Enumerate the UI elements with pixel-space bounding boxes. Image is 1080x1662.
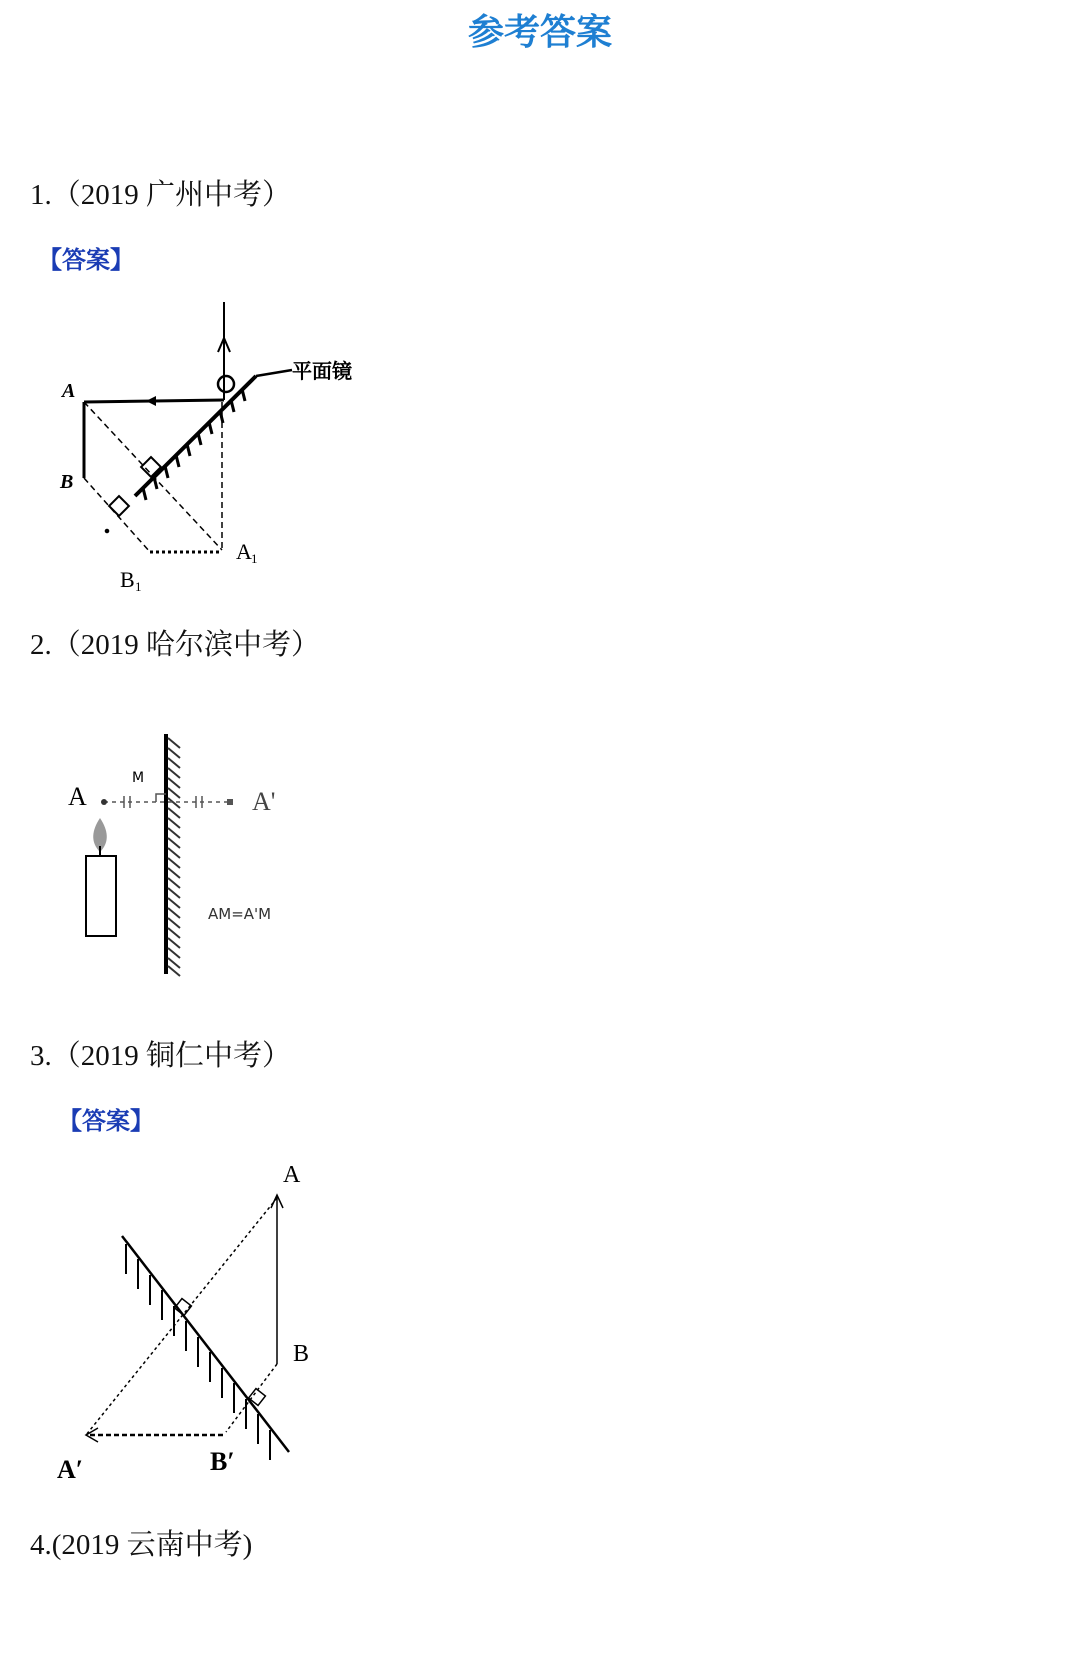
page-title: 参考答案 <box>467 12 612 53</box>
q2-label-a-prime: A' <box>252 787 276 816</box>
question-3-label: 3.（2019 铜仁中考） <box>30 1040 292 1072</box>
q1-label-a1: A <box>236 539 252 564</box>
q1-label-b: B <box>60 471 74 493</box>
question-4-label: 4.(2019 云南中考) <box>30 1529 253 1561</box>
q3-label-b: B <box>293 1341 310 1367</box>
q3-label-a: A <box>283 1162 301 1188</box>
question-2-label: 2.（2019 哈尔滨中考） <box>30 629 321 661</box>
q1-label-b1: B <box>120 567 135 592</box>
q2-label-a: A <box>68 782 87 811</box>
q3-label-a-prime: A′ <box>57 1455 84 1484</box>
q3-label-b-prime: B′ <box>210 1447 235 1476</box>
q1-label-a: A <box>62 380 76 402</box>
question-3-answer-tag: 【答案】 <box>58 1107 154 1135</box>
q2-label-m: M <box>132 770 145 786</box>
q2-equation: AM=A'M <box>208 905 272 923</box>
q1-mirror-label: 平面镜 <box>292 359 352 383</box>
q1-label-b1-sub: 1 <box>135 579 142 594</box>
q1-label-a1-sub: 1 <box>251 551 258 566</box>
question-1-label: 1.（2019 广州中考） <box>30 179 292 211</box>
question-1-answer-tag: 【答案】 <box>38 246 134 274</box>
